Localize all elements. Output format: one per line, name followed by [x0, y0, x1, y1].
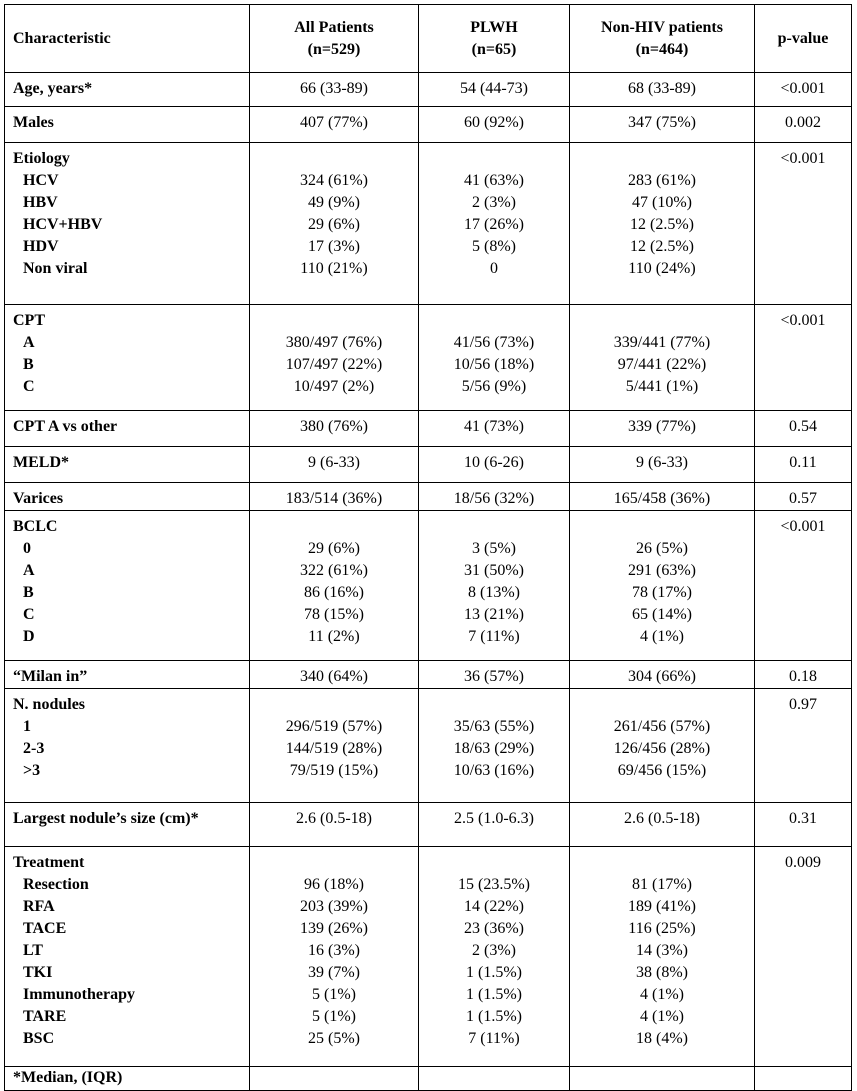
sub-label: D [23, 628, 35, 645]
plwh-value: 41 (63%) [464, 172, 524, 189]
all-patients-value: 96 (18%) [304, 876, 364, 893]
non-hiv-value: 14 (3%) [636, 942, 688, 959]
row-label-etiology: Etiology [13, 150, 70, 167]
non-hiv-value: 97/441 (22%) [617, 356, 707, 373]
all-patients-value: 39 (7%) [308, 964, 360, 981]
footnote-row [5, 1067, 852, 1091]
all-patients-value: 340 (64%) [300, 668, 368, 685]
all-patients-value: 9 (6-33) [308, 454, 360, 471]
non-hiv-value: 12 (2.5%) [630, 238, 694, 255]
non-hiv-cell [570, 107, 755, 143]
sub-label: RFA [23, 898, 55, 915]
row-label-cell [5, 689, 250, 803]
all-patients-value: 110 (21%) [300, 260, 368, 277]
sub-label: C [23, 378, 35, 395]
row-label-cell [5, 73, 250, 107]
all-patients-cell [250, 661, 419, 689]
plwh-value: 1 (1.5%) [466, 986, 522, 1003]
sub-label: TKI [23, 964, 53, 981]
sub-label: C [23, 606, 35, 623]
p-value: 0.002 [785, 114, 821, 131]
plwh-cell [419, 483, 570, 511]
plwh-value: 2.5 (1.0-6.3) [454, 810, 534, 827]
all-patients-cell [250, 483, 419, 511]
non-hiv-value: 47 (10%) [632, 194, 692, 211]
all-patients-cell [250, 305, 419, 411]
p-value-cell [755, 689, 852, 803]
p-value: 0.009 [785, 854, 821, 871]
plwh-cell [419, 847, 570, 1067]
sub-label: TARE [23, 1008, 67, 1025]
all-patients-value: 324 (61%) [300, 172, 368, 189]
all-patients-cell [250, 847, 419, 1067]
non-hiv-cell [570, 411, 755, 447]
table-row [5, 73, 852, 107]
non-hiv-cell [570, 661, 755, 689]
sub-label: 1 [23, 718, 31, 735]
all-patients-value: 79/519 (15%) [289, 762, 379, 779]
all-patients-value: 407 (77%) [300, 114, 368, 131]
header-line: (n=464) [635, 40, 689, 58]
all-patients-value: 380 (76%) [300, 418, 368, 435]
all-patients-cell [250, 73, 419, 107]
plwh-value: 2 (3%) [472, 942, 516, 959]
non-hiv-value: 189 (41%) [628, 898, 696, 915]
all-patients-value: 25 (5%) [308, 1030, 360, 1047]
plwh-cell [419, 661, 570, 689]
plwh-value: 5/56 (9%) [461, 378, 527, 395]
row-label-cpt: CPT [13, 312, 45, 329]
row-label-milan-in: “Milan in” [13, 668, 88, 685]
row-label-bclc: BCLC [13, 518, 58, 535]
all-patients-value: 380/497 (76%) [285, 334, 383, 351]
plwh-cell [419, 305, 570, 411]
row-label-males: Males [13, 114, 54, 131]
plwh-value: 1 (1.5%) [466, 964, 522, 981]
p-value-cell [755, 73, 852, 107]
table-row [5, 803, 852, 847]
footnote: *Median, (IQR) [5, 1067, 250, 1091]
plwh-cell [419, 689, 570, 803]
plwh-cell [419, 447, 570, 483]
plwh-cell [419, 511, 570, 661]
header-line: (n=65) [471, 40, 517, 58]
plwh-value: 36 (57%) [464, 668, 524, 685]
all-patients-cell [250, 511, 419, 661]
header-line: All Patients [294, 18, 374, 36]
sub-label: HCV [23, 172, 59, 189]
non-hiv-value: 110 (24%) [628, 260, 696, 277]
spacer [254, 852, 414, 874]
header-line: PLWH [470, 18, 518, 36]
non-hiv-value: 69/456 (15%) [617, 762, 707, 779]
non-hiv-cell [570, 73, 755, 107]
non-hiv-value: 116 (25%) [628, 920, 696, 937]
non-hiv-value: 5/441 (1%) [625, 378, 699, 395]
header-row [5, 5, 852, 73]
row-label-cell [5, 661, 250, 689]
row-label-age-years: Age, years* [13, 80, 93, 97]
all-patients-value: 139 (26%) [300, 920, 368, 937]
all-patients-value: 203 (39%) [300, 898, 368, 915]
row-label-treatment: Treatment [13, 854, 85, 871]
all-patients-cell [250, 107, 419, 143]
sub-label: B [23, 356, 34, 373]
table-row [5, 689, 852, 803]
all-patients-cell [250, 803, 419, 847]
non-hiv-cell [570, 447, 755, 483]
p-value: <0.001 [780, 312, 826, 329]
sub-label: B [23, 584, 34, 601]
non-hiv-value: 126/456 (28%) [613, 740, 711, 757]
table-row [5, 143, 852, 305]
plwh-value: 18/56 (32%) [453, 490, 535, 507]
row-label-meld: MELD* [13, 454, 69, 471]
spacer [423, 148, 565, 170]
table-row [5, 305, 852, 411]
header-non-hiv [570, 5, 755, 73]
plwh-value: 10 (6-26) [464, 454, 524, 471]
row-label-cell [5, 803, 250, 847]
non-hiv-value: 291 (63%) [628, 562, 696, 579]
plwh-value: 14 (22%) [464, 898, 524, 915]
sub-label: 2-3 [23, 740, 45, 757]
all-patients-value: 5 (1%) [312, 986, 356, 1003]
non-hiv-value: 18 (4%) [636, 1030, 688, 1047]
plwh-value: 5 (8%) [472, 238, 516, 255]
non-hiv-value: 339 (77%) [628, 418, 696, 435]
all-patients-value: 17 (3%) [308, 238, 360, 255]
table-row [5, 661, 852, 689]
table-row [5, 483, 852, 511]
plwh-value: 7 (11%) [468, 628, 520, 645]
spacer [423, 852, 565, 874]
plwh-value: 54 (44-73) [460, 80, 528, 97]
spacer [423, 694, 565, 716]
p-value-cell [755, 143, 852, 305]
spacer [254, 516, 414, 538]
p-value: <0.001 [780, 80, 826, 97]
all-patients-value: 86 (16%) [304, 584, 364, 601]
plwh-value: 41/56 (73%) [453, 334, 535, 351]
all-patients-value: 11 (2%) [308, 628, 360, 645]
non-hiv-value: 65 (14%) [632, 606, 692, 623]
header-characteristic: Characteristic [5, 5, 250, 73]
header-all-patients [250, 5, 419, 73]
p-value-cell [755, 107, 852, 143]
header-line: (n=529) [307, 40, 361, 58]
row-label-cell [5, 143, 250, 305]
non-hiv-value: 78 (17%) [632, 584, 692, 601]
non-hiv-cell [570, 847, 755, 1067]
sub-label: HCV+HBV [23, 216, 103, 233]
sub-label: Non viral [23, 260, 88, 277]
all-patients-cell [250, 411, 419, 447]
p-value: 0.57 [789, 490, 817, 507]
plwh-value: 1 (1.5%) [466, 1008, 522, 1025]
plwh-value: 8 (13%) [468, 584, 520, 601]
all-patients-value: 144/519 (28%) [285, 740, 383, 757]
row-label-largest-nodule-s-size-cm: Largest nodule’s size (cm)* [13, 810, 199, 827]
row-label-cell [5, 483, 250, 511]
non-hiv-value: 4 (1%) [640, 1008, 684, 1025]
sub-label: A [23, 562, 35, 579]
p-value-cell [755, 661, 852, 689]
non-hiv-value: 304 (66%) [628, 668, 696, 685]
plwh-value: 31 (50%) [464, 562, 524, 579]
all-patients-value: 29 (6%) [308, 216, 360, 233]
footnote-empty-cell [250, 1067, 419, 1091]
row-label-cell [5, 107, 250, 143]
spacer [423, 310, 565, 332]
non-hiv-value: 165/458 (36%) [613, 490, 711, 507]
sub-label: 0 [23, 540, 31, 557]
non-hiv-value: 261/456 (57%) [613, 718, 711, 735]
p-value: 0.54 [789, 418, 817, 435]
all-patients-value: 49 (9%) [308, 194, 360, 211]
all-patients-value: 16 (3%) [308, 942, 360, 959]
row-label-cell [5, 447, 250, 483]
plwh-cell [419, 107, 570, 143]
non-hiv-cell [570, 511, 755, 661]
sub-label: A [23, 334, 35, 351]
patient-characteristics-table [4, 4, 852, 1091]
non-hiv-value: 339/441 (77%) [613, 334, 711, 351]
plwh-value: 2 (3%) [472, 194, 516, 211]
all-patients-value: 66 (33-89) [300, 80, 368, 97]
p-value-cell [755, 483, 852, 511]
p-value-cell [755, 411, 852, 447]
table-row [5, 107, 852, 143]
header-plwh [419, 5, 570, 73]
plwh-value: 35/63 (55%) [453, 718, 535, 735]
all-patients-value: 183/514 (36%) [285, 490, 383, 507]
non-hiv-cell [570, 143, 755, 305]
footnote-empty-cell [755, 1067, 852, 1091]
non-hiv-value: 4 (1%) [640, 986, 684, 1003]
all-patients-value: 296/519 (57%) [285, 718, 383, 735]
plwh-value: 10/63 (16%) [453, 762, 535, 779]
all-patients-cell [250, 143, 419, 305]
plwh-cell [419, 73, 570, 107]
plwh-value: 18/63 (29%) [453, 740, 535, 757]
sub-label: HBV [23, 194, 58, 211]
row-label-n-nodules: N. nodules [13, 696, 86, 713]
sub-label: BSC [23, 1030, 55, 1047]
header-p-value: p-value [755, 5, 852, 73]
sub-label: LT [23, 942, 43, 959]
footnote-empty-cell [419, 1067, 570, 1091]
non-hiv-value: 9 (6-33) [636, 454, 688, 471]
plwh-value: 15 (23.5%) [458, 876, 530, 893]
non-hiv-value: 68 (33-89) [628, 80, 696, 97]
table-row [5, 847, 852, 1067]
plwh-value: 3 (5%) [472, 540, 516, 557]
p-value-cell [755, 447, 852, 483]
all-patients-value: 29 (6%) [308, 540, 360, 557]
non-hiv-value: 81 (17%) [632, 876, 692, 893]
row-label-cpt-a-vs-other: CPT A vs other [13, 418, 118, 435]
non-hiv-cell [570, 803, 755, 847]
non-hiv-cell [570, 483, 755, 511]
row-label-cell [5, 511, 250, 661]
sub-label: Immunotherapy [23, 986, 136, 1003]
p-value: 0.97 [789, 696, 817, 713]
spacer [574, 852, 750, 874]
all-patients-value: 322 (61%) [300, 562, 368, 579]
spacer [254, 694, 414, 716]
sub-label: HDV [23, 238, 59, 255]
plwh-cell [419, 803, 570, 847]
footnote-empty-cell [570, 1067, 755, 1091]
spacer [574, 148, 750, 170]
p-value-cell [755, 803, 852, 847]
p-value: 0.31 [789, 810, 817, 827]
non-hiv-value: 38 (8%) [636, 964, 688, 981]
plwh-value: 17 (26%) [464, 216, 524, 233]
spacer [574, 694, 750, 716]
plwh-value: 13 (21%) [464, 606, 524, 623]
plwh-value: 10/56 (18%) [453, 356, 535, 373]
non-hiv-value: 12 (2.5%) [630, 216, 694, 233]
non-hiv-value: 2.6 (0.5-18) [624, 810, 700, 827]
p-value: 0.18 [789, 668, 817, 685]
non-hiv-value: 4 (1%) [640, 628, 684, 645]
plwh-value: 41 (73%) [464, 418, 524, 435]
non-hiv-value: 26 (5%) [636, 540, 688, 557]
all-patients-value: 10/497 (2%) [293, 378, 375, 395]
p-value: 0.11 [789, 454, 817, 471]
p-value-cell [755, 305, 852, 411]
plwh-value: 23 (36%) [464, 920, 524, 937]
table-row [5, 411, 852, 447]
p-value: <0.001 [780, 518, 826, 535]
non-hiv-cell [570, 689, 755, 803]
p-value: <0.001 [780, 150, 826, 167]
plwh-cell [419, 411, 570, 447]
p-value-cell [755, 847, 852, 1067]
all-patients-cell [250, 689, 419, 803]
sub-label: >3 [23, 762, 41, 779]
table-row [5, 511, 852, 661]
spacer [574, 310, 750, 332]
sub-label: TACE [23, 920, 67, 937]
plwh-value: 0 [490, 260, 498, 277]
non-hiv-cell [570, 305, 755, 411]
row-label-cell [5, 847, 250, 1067]
row-label-cell [5, 305, 250, 411]
p-value-cell [755, 511, 852, 661]
all-patients-value: 5 (1%) [312, 1008, 356, 1025]
all-patients-cell [250, 447, 419, 483]
spacer [254, 148, 414, 170]
plwh-value: 7 (11%) [468, 1030, 520, 1047]
spacer [423, 516, 565, 538]
all-patients-value: 107/497 (22%) [285, 356, 383, 373]
plwh-value: 60 (92%) [464, 114, 524, 131]
spacer [254, 310, 414, 332]
spacer [574, 516, 750, 538]
all-patients-value: 78 (15%) [304, 606, 364, 623]
row-label-varices: Varices [13, 490, 64, 507]
table-row [5, 447, 852, 483]
sub-label: Resection [23, 876, 89, 893]
row-label-cell [5, 411, 250, 447]
header-line: Non-HIV patients [601, 18, 723, 36]
non-hiv-value: 347 (75%) [628, 114, 696, 131]
non-hiv-value: 283 (61%) [628, 172, 696, 189]
plwh-cell [419, 143, 570, 305]
all-patients-value: 2.6 (0.5-18) [296, 810, 372, 827]
